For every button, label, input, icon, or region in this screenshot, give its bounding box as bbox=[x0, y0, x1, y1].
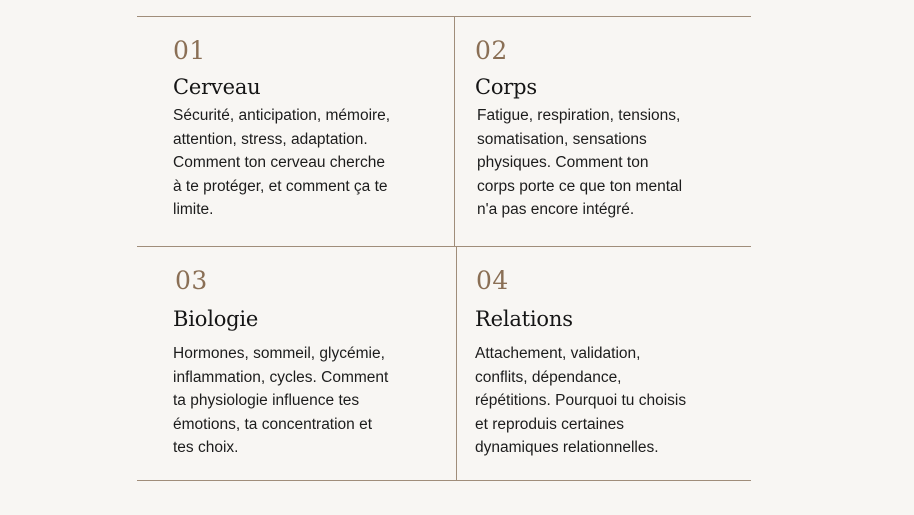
card-description-line: physiques. Comment ton bbox=[477, 154, 649, 171]
card-description-line: corps porte ce que ton mental bbox=[477, 177, 683, 195]
grid-rule-vertical-upper bbox=[454, 16, 455, 246]
card-description-line: Sécurité, anticipation, mémoire, bbox=[173, 107, 391, 124]
card-description-line: ta physiologie influence tes bbox=[173, 392, 360, 409]
card-description-line: inflammation, cycles. Comment bbox=[173, 368, 389, 386]
card-number: 04 bbox=[476, 266, 509, 295]
card-description-line: limite. bbox=[173, 201, 214, 218]
card-title: Corps bbox=[475, 75, 537, 99]
card-description bbox=[477, 104, 727, 222]
card-number: 02 bbox=[475, 36, 508, 65]
card-description-line: attention, stress, adaptation. bbox=[173, 130, 368, 148]
grid-rule-middle bbox=[137, 246, 751, 247]
card-description-line: conflits, dépendance, bbox=[475, 368, 622, 386]
card-biologie bbox=[173, 266, 423, 460]
card-relations bbox=[475, 266, 725, 460]
card-number: 01 bbox=[173, 36, 206, 65]
card-cerveau bbox=[173, 36, 423, 222]
card-description-line: Hormones, sommeil, glycémie, bbox=[173, 345, 385, 362]
card-description bbox=[475, 342, 725, 460]
grid-rule-top bbox=[137, 16, 751, 17]
card-description-line: tes choix. bbox=[173, 439, 239, 456]
card-description-line: dynamiques relationnelles. bbox=[475, 439, 659, 456]
card-description bbox=[173, 342, 423, 460]
card-title: Relations bbox=[475, 307, 573, 331]
card-title: Cerveau bbox=[173, 75, 261, 99]
card-number: 03 bbox=[175, 266, 208, 295]
card-description-line: répétitions. Pourquoi tu choisis bbox=[475, 392, 687, 409]
card-title: Biologie bbox=[173, 307, 259, 331]
card-description-line: à te protéger, et comment ça te bbox=[173, 177, 388, 195]
card-description-line: n'a pas encore intégré. bbox=[477, 201, 635, 218]
card-description-line: Fatigue, respiration, tensions, bbox=[477, 107, 681, 124]
card-description-line: Attachement, validation, bbox=[475, 345, 641, 362]
card-description-line: et reproduis certaines bbox=[475, 415, 625, 433]
card-description-line: émotions, ta concentration et bbox=[173, 415, 373, 433]
card-description-line: somatisation, sensations bbox=[477, 130, 647, 148]
grid-rule-bottom bbox=[137, 480, 751, 481]
card-description bbox=[173, 104, 423, 222]
grid-rule-vertical-lower bbox=[456, 246, 457, 480]
card-description-line: Comment ton cerveau cherche bbox=[173, 154, 385, 171]
card-corps bbox=[475, 36, 727, 222]
